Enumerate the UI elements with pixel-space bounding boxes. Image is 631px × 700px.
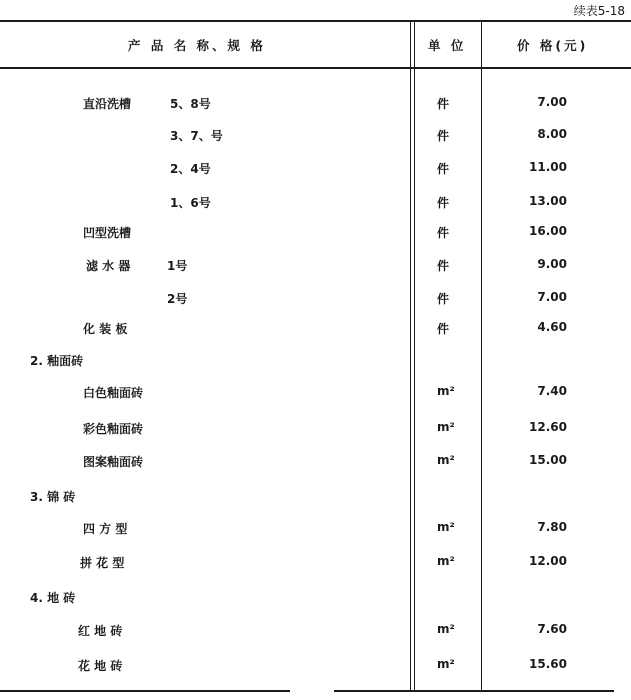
price-cell: 7.00	[537, 95, 567, 109]
price-cell: 8.00	[537, 127, 567, 141]
table-row	[0, 318, 631, 340]
product-name: 图案釉面砖	[83, 455, 144, 469]
unit-cell: 件	[437, 226, 450, 240]
header-product: 产 品 名 称、规 格	[128, 38, 266, 53]
unit-cell: m²	[437, 420, 455, 434]
unit-cell: 件	[437, 129, 450, 143]
unit-cell: 件	[437, 259, 450, 273]
price-cell: 11.00	[529, 160, 567, 174]
price-cell: 12.00	[529, 554, 567, 568]
unit-cell: m²	[437, 657, 455, 671]
unit-cell: 件	[437, 97, 450, 111]
table-row	[0, 288, 631, 310]
product-name: 凹型洗槽	[83, 226, 132, 240]
table-row	[0, 518, 631, 540]
product-name: 4. 地 砖	[30, 591, 76, 605]
price-cell: 7.80	[537, 520, 567, 534]
product-name: 化 装 板	[83, 322, 128, 336]
product-name: 滤 水 器	[86, 259, 131, 273]
unit-cell: m²	[437, 453, 455, 467]
table-row	[0, 620, 631, 642]
product-spec: 5、8号	[170, 97, 211, 111]
table-caption: 续表5-18	[573, 4, 625, 18]
table-row	[0, 350, 631, 372]
unit-cell: m²	[437, 554, 455, 568]
table-row	[0, 125, 631, 147]
table-row	[0, 418, 631, 440]
table-row	[0, 192, 631, 214]
bottom-rule-left	[0, 690, 290, 692]
product-spec: 2、4号	[170, 162, 211, 176]
table-row	[0, 158, 631, 180]
product-spec: 1号	[167, 259, 188, 273]
price-cell: 15.00	[529, 453, 567, 467]
table-row	[0, 655, 631, 677]
product-spec: 3、7、号	[170, 129, 223, 143]
unit-cell: m²	[437, 520, 455, 534]
price-cell: 16.00	[529, 224, 567, 238]
price-cell: 12.60	[529, 420, 567, 434]
price-cell: 7.40	[537, 384, 567, 398]
product-name: 拼 花 型	[80, 556, 125, 570]
table-row	[0, 486, 631, 508]
unit-cell: 件	[437, 322, 450, 336]
table-row	[0, 255, 631, 277]
product-name: 彩色釉面砖	[83, 422, 144, 436]
table-row	[0, 93, 631, 115]
table-row	[0, 222, 631, 244]
price-cell: 15.60	[529, 657, 567, 671]
unit-cell: 件	[437, 162, 450, 176]
product-name: 红 地 砖	[78, 624, 123, 638]
product-spec: 2号	[167, 292, 188, 306]
table-row	[0, 552, 631, 574]
table-row	[0, 587, 631, 609]
table-row	[0, 382, 631, 404]
top-rule	[0, 20, 631, 22]
price-cell: 7.00	[537, 290, 567, 304]
unit-cell: m²	[437, 622, 455, 636]
price-cell: 7.60	[537, 622, 567, 636]
price-cell: 13.00	[529, 194, 567, 208]
product-name: 花 地 砖	[78, 659, 123, 673]
unit-cell: 件	[437, 196, 450, 210]
product-spec: 1、6号	[170, 196, 211, 210]
price-cell: 9.00	[537, 257, 567, 271]
header-price: 价 格(元)	[517, 38, 589, 53]
unit-cell: 件	[437, 292, 450, 306]
product-name: 2. 釉面砖	[30, 354, 84, 368]
table-row	[0, 451, 631, 473]
header-rule	[0, 67, 631, 69]
unit-cell: m²	[437, 384, 455, 398]
product-name: 3. 锦 砖	[30, 490, 76, 504]
product-name: 直沿洗槽	[83, 97, 132, 111]
header-unit: 单 位	[428, 38, 467, 53]
product-name: 白色釉面砖	[83, 386, 144, 400]
price-cell: 4.60	[537, 320, 567, 334]
product-name: 四 方 型	[83, 522, 128, 536]
bottom-rule-right	[334, 690, 614, 692]
